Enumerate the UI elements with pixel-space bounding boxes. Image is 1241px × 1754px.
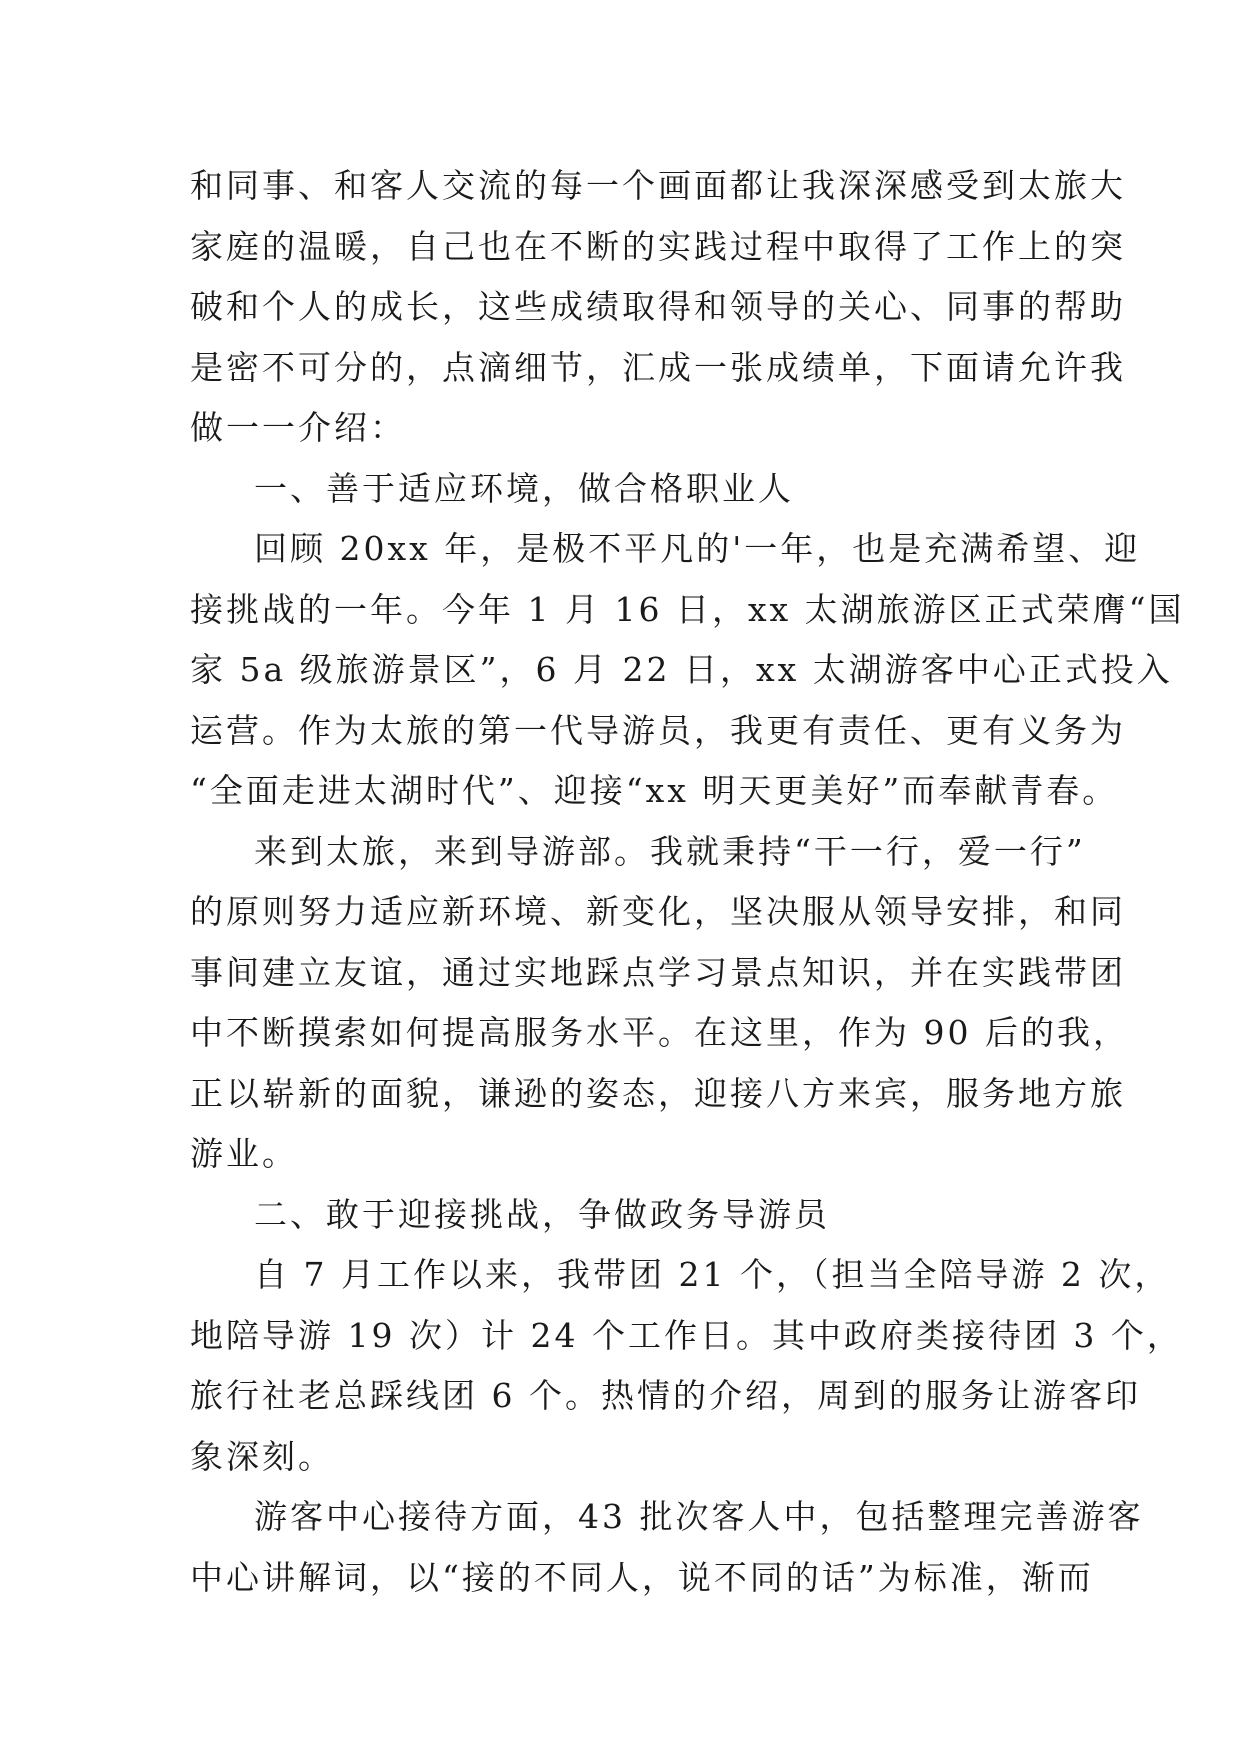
text-line: 接挑战的一年。今年 1 月 16 日，xx 太湖旅游区正式荣膺“国 [190,589,1185,629]
section-heading-1 [190,459,1048,520]
text-line: 家庭的温暖，自己也在不断的实践过程中取得了工作上的突 [190,226,1126,266]
text-line: 回顾 20xx 年，是极不平凡的'一年，也是充满希望、迎 [254,529,1141,568]
text-line: 来到太旅，来到导游部。我就秉持“干一行，爱一行” [254,831,1086,871]
section-heading-2 [190,1185,1048,1246]
text-line: 破和个人的成长，这些成绩取得和领导的关心、同事的帮助 [190,287,1126,326]
text-line: 事间建立友谊，通过实地踩点学习景点知识，并在实践带团 [190,952,1126,992]
text-line: 做一一介绍： [190,408,406,447]
text-line: 的原则努力适应新环境、新变化，坚决服从领导安排，和同 [190,892,1126,931]
paragraph-tours [190,1245,1183,1487]
document-body [190,156,1185,1608]
text-line: 游业。 [190,1134,298,1173]
paragraph-arrival [190,822,1129,1185]
paragraph-review [190,519,1185,822]
text-line: 自 7 月工作以来，我带团 21 个，（担当全陪导游 2 次， [254,1255,1171,1294]
text-line: 是密不可分的，点滴细节，汇成一张成绩单，下面请允许我 [190,347,1126,387]
heading-text: 一、善于适应环境，做合格职业人 [254,468,794,508]
paragraph-visitor-center [190,1487,1144,1608]
text-line: 家 5a 级旅游景区”，6 月 22 日，xx 太湖游客中心正式投入 [190,650,1173,689]
text-line: 地陪导游 19 次）计 24 个工作日。其中政府类接待团 3 个， [190,1315,1183,1355]
text-line: 象深刻。 [190,1436,334,1476]
text-line: “全面走进太湖时代”、迎接“xx 明天更美好”而奉献青春。 [190,771,1119,810]
text-line: 和同事、和客人交流的每一个画面都让我深深感受到太旅大 [190,166,1126,205]
text-line: 正以崭新的面貌，谦逊的姿态，迎接八方来宾，服务地方旅 [190,1073,1126,1113]
heading-text: 二、敢于迎接挑战，争做政务导游员 [254,1194,830,1234]
text-line: 旅行社老总踩线团 6 个。热情的介绍，周到的服务让游客印 [190,1376,1141,1415]
text-line: 中心讲解词，以“接的不同人，说不同的话”为标准，渐而 [190,1557,1094,1597]
paragraph-continued [190,156,1126,459]
text-line: 中不断摸索如何提高服务水平。在这里，作为 90 后的我， [190,1013,1129,1052]
text-line: 游客中心接待方面，43 批次客人中，包括整理完善游客 [254,1497,1144,1536]
text-line: 运营。作为太旅的第一代导游员，我更有责任、更有义务为 [190,710,1126,750]
